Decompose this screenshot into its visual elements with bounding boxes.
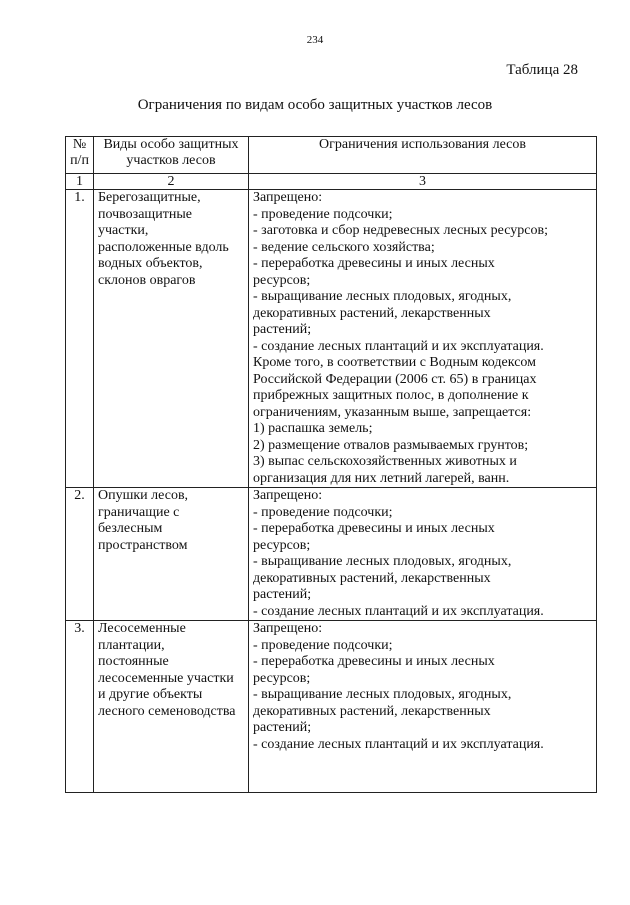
- table-header-row: [66, 137, 597, 174]
- row-number: 3.: [66, 621, 94, 793]
- header-type: Виды особо защитных участков лесов: [94, 137, 249, 174]
- protected-area-type: Опушки лесов, граничащие с безлесным пространством: [94, 488, 249, 621]
- table-row: [66, 621, 597, 793]
- restrictions-text: Запрещено: - проведение подсочки; - переработка древесины и иных лесных ресурсов; - выращивание лесных плодовых, ягодных, декоративных растений, лекарственных растений; - создание лесных плантаций и их эксплуатация.: [249, 488, 597, 621]
- column-number-row: [66, 174, 597, 190]
- page-number: 234: [306, 34, 324, 46]
- table-row: [66, 190, 597, 488]
- restrictions-table: [65, 136, 597, 793]
- table-label: Таблица 28: [506, 62, 578, 78]
- column-number: 1: [66, 174, 94, 190]
- header-restrictions: Ограничения использования лесов: [249, 137, 597, 174]
- column-number: 2: [94, 174, 249, 190]
- document-title: Ограничения по видам особо защитных участков лесов: [137, 97, 493, 113]
- restrictions-text: Запрещено: - проведение подсочки; - заготовка и сбор недревесных лесных ресурсов; - ведение сельского хозяйства; - переработка древесины и иных лесных ресурсов; - выращивание лесных плодовых, ягодных, декоративных растений, лекарственных растений; - создание лесных плантаций и их эксплуатация. Кроме того, в соответствии с Водным кодексом Российской Федерации (2006 ст. 65) в границах прибрежных защитных полос, в дополнение к ограничениям, указанным выше, запрещается: 1) распашка земель; 2) размещение отвалов размываемых грунтов; 3) выпас сельскохозяйственных животных и организация для них летний лагерей, ванн.: [249, 190, 597, 488]
- restrictions-text: Запрещено: - проведение подсочки; - переработка древесины и иных лесных ресурсов; - выращивание лесных плодовых, ягодных, декоративных растений, лекарственных растений; - создание лесных плантаций и их эксплуатация.: [249, 621, 597, 793]
- column-number: 3: [249, 174, 597, 190]
- row-number: 1.: [66, 190, 94, 488]
- protected-area-type: Лесосеменные плантации, постоянные лесосеменные участки и другие объекты лесного семеноводства: [94, 621, 249, 793]
- header-number: № п/п: [66, 137, 94, 174]
- protected-area-type: Берегозащитные, почвозащитные участки, расположенные вдоль водных объектов, склонов оврагов: [94, 190, 249, 488]
- row-number: 2.: [66, 488, 94, 621]
- table-row: [66, 488, 597, 621]
